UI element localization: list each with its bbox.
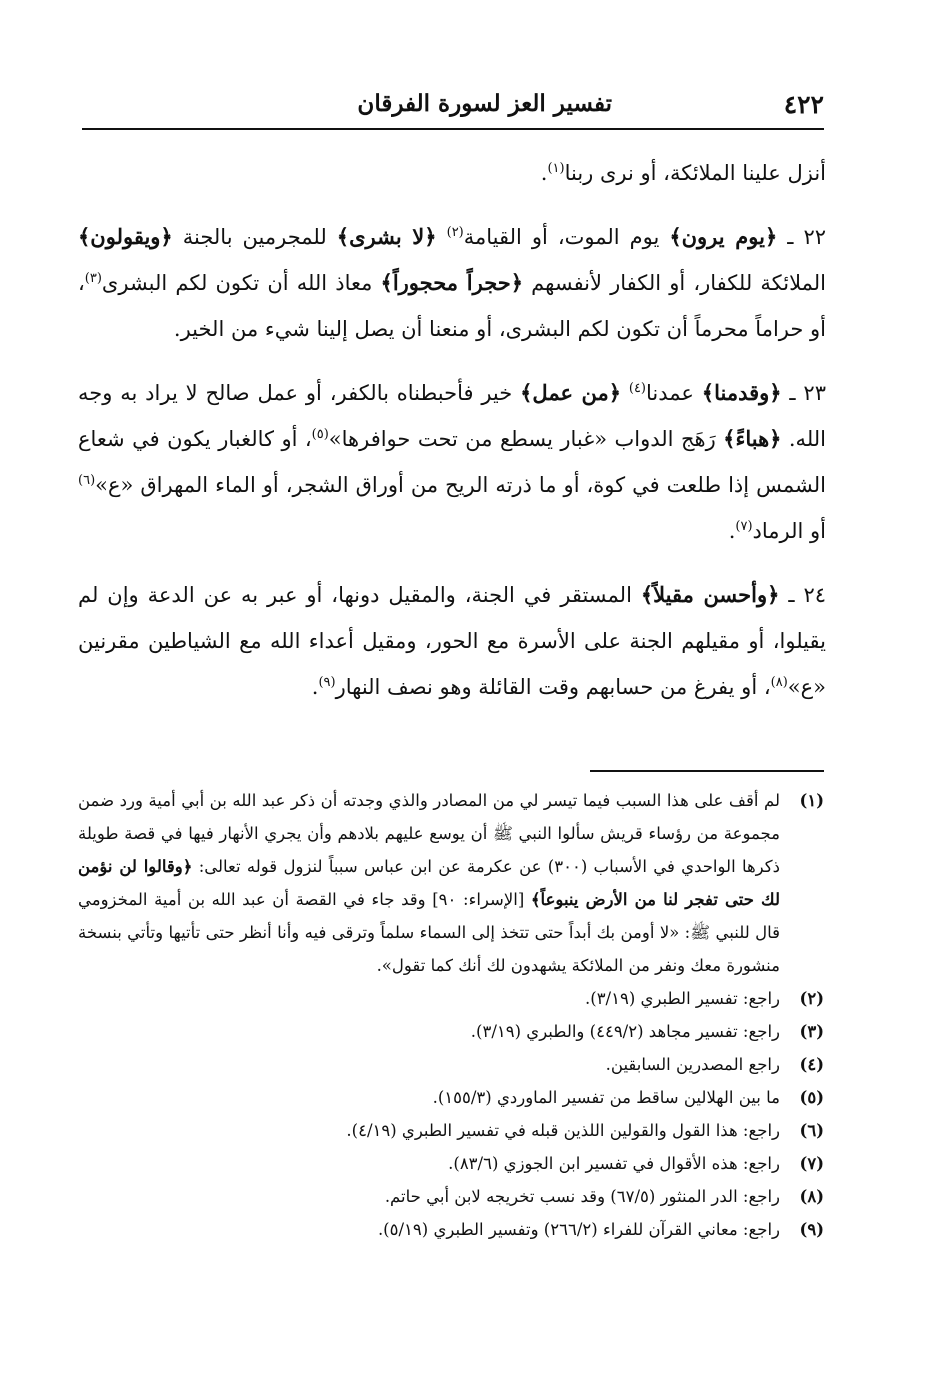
text-run: خير فأحبطناه بالكفر، أو عمل صالح لا يراد به وجه الله. bbox=[78, 381, 827, 451]
text-run: . bbox=[311, 675, 319, 699]
paragraph-verse-22 bbox=[78, 214, 826, 352]
footnote-text: راجع: تفسير الطبري (٣/١٩). bbox=[585, 989, 780, 1008]
footnote-text: [الإسراء: ٩٠] وقد جاء في القصة أن عبد الله بن أمية المخزومي قال للنبي ﷺ: «لا أومن بك أبداً حتى تتخذ إلى السماء سلماً وترقى فيه وأنا أنظر حتى تأتيها وتأتي بنسخة منشورة معك ونفر من الملائكة يشهدون لك أنك كما تقول». bbox=[78, 890, 780, 975]
footnote-number: (١) bbox=[799, 791, 824, 810]
text-run bbox=[621, 381, 629, 405]
quran-quote: ﴿حجراً محجوراً﴾ bbox=[380, 270, 524, 295]
footnote-item bbox=[78, 1114, 824, 1147]
quran-quote: ﴿وقالوا لن نؤمن لك حتى تفجر لنا من الأرض ينبوعاً﴾ bbox=[78, 857, 780, 909]
footnote-text: راجع: الدر المنثور (٦٧/٥) وقد نسب تخريجه لابن أبي حاتم. bbox=[384, 1187, 780, 1206]
footnote-ref[interactable]: (٨) bbox=[770, 675, 788, 690]
quran-quote: ﴿وأحسن مقيلاً﴾ bbox=[640, 582, 780, 607]
footnote-item bbox=[78, 1081, 824, 1114]
paragraph-verse-24 bbox=[78, 572, 826, 710]
page-number: ٤٢٢ bbox=[783, 90, 824, 119]
text-run: رَهَج الدواب «غبار يسطع من تحت حوافرها» bbox=[328, 427, 724, 451]
text-run: أو الرماد bbox=[752, 519, 826, 543]
footnote-item bbox=[78, 1213, 824, 1246]
paragraph-verse-23 bbox=[78, 370, 826, 554]
footnote-number: (٧) bbox=[799, 1154, 824, 1173]
footnote-text: راجع: تفسير مجاهد (٤٤٩/٢) والطبري (٣/١٩). bbox=[470, 1022, 780, 1041]
footnote-number: (٦) bbox=[799, 1121, 824, 1140]
footnote-ref[interactable]: (٧) bbox=[735, 519, 753, 534]
footnote-number: (٤) bbox=[799, 1055, 824, 1074]
text-run: للمجرمين بالجنة bbox=[172, 225, 337, 249]
quran-quote: ﴿ويقولون﴾ bbox=[78, 224, 173, 249]
text-run: ، أو حراماً محرماً أن تكون لكم البشرى، أو منعنا أن يصل إلينا شيء من الخير. bbox=[78, 271, 826, 341]
text-run: معاذ الله أن تكون لكم البشرى bbox=[101, 271, 381, 295]
footnote-number: (٢) bbox=[799, 989, 824, 1008]
text-run bbox=[437, 225, 447, 249]
footnote-ref[interactable]: (٦) bbox=[78, 473, 96, 488]
text-run: الملائكة للكفار، أو الكفار لأنفسهم bbox=[523, 271, 826, 295]
quran-quote: ﴿هباءً﴾ bbox=[723, 426, 782, 451]
text-run: عمدنا bbox=[646, 381, 702, 405]
footnote-item bbox=[78, 784, 824, 982]
footnote-item bbox=[78, 1015, 824, 1048]
footnote-item bbox=[78, 1180, 824, 1213]
footnote-text: راجع: هذه الأقوال في تفسير ابن الجوزي (٨٣/٦). bbox=[448, 1154, 780, 1173]
footnote-number: (٥) bbox=[799, 1088, 824, 1107]
footnote-text: ما بين الهلالين ساقط من تفسير الماوردي (١٥٥/٣). bbox=[432, 1088, 780, 1107]
header-rule bbox=[82, 128, 824, 130]
footnote-item bbox=[78, 1147, 824, 1180]
text-run: أنزل علينا الملائكة، أو نرى ربنا bbox=[564, 161, 826, 185]
main-text bbox=[78, 150, 826, 710]
footnote-ref[interactable]: (٢) bbox=[446, 225, 464, 240]
footnote-text: راجع المصدرين السابقين. bbox=[605, 1055, 780, 1074]
footnote-item bbox=[78, 982, 824, 1015]
page-header bbox=[82, 86, 824, 126]
verse-number: ٢٤ ـ bbox=[779, 583, 826, 607]
verse-number: ٢٢ ـ bbox=[777, 225, 826, 249]
footnote-separator bbox=[590, 770, 824, 772]
quran-quote: ﴿وقدمنا﴾ bbox=[701, 380, 782, 405]
footnote-item bbox=[78, 1048, 824, 1081]
footnote-ref[interactable]: (٤) bbox=[628, 381, 646, 396]
paragraph-intro bbox=[78, 150, 826, 196]
running-title: تفسير العز لسورة الفرقان bbox=[357, 90, 612, 117]
text-run: . bbox=[728, 519, 736, 543]
text-run: يوم الموت، أو القيامة bbox=[463, 225, 670, 249]
footnotes bbox=[78, 784, 824, 1246]
text-run: المستقر في الجنة، والمقيل دونها، أو عبر به عن الدعة وإن لم يقيلوا، أو مقيلهم الجنة على الأسرة مع الحور، ومقيل أعداء الله مع الشياطين مقرنين «ع» bbox=[78, 583, 826, 699]
footnote-text: لم أقف على هذا السبب فيما تيسر لي من المصادر والذي وجدته أن ذكر عبد الله بن أبي أمية ورد ضمن مجموعة من رؤساء قريش سألوا النبي ﷺ أن يوسع عليهم بلادهم وأن يجري الأنهار فيها في قصة طويلة ذكرها الواحدي في الأسباب (٣٠٠) عن عكرمة عن ابن عباس سبباً لنزول قوله تعالى: bbox=[78, 791, 780, 876]
footnote-number: (٨) bbox=[799, 1187, 824, 1206]
text-run: . bbox=[540, 161, 548, 185]
quran-quote: ﴿يوم يرون﴾ bbox=[669, 224, 778, 249]
quran-quote: ﴿من عمل﴾ bbox=[520, 380, 622, 405]
footnote-number: (٣) bbox=[799, 1022, 824, 1041]
footnote-number: (٩) bbox=[799, 1220, 824, 1239]
verse-number: ٢٣ ـ bbox=[781, 381, 826, 405]
footnote-text: راجع: هذا القول والقولين اللذين قبله في تفسير الطبري (٤/١٩). bbox=[346, 1121, 780, 1140]
footnote-text: راجع: معاني القرآن للفراء (٢٦٦/٢) وتفسير الطبري (٥/١٩). bbox=[377, 1220, 780, 1239]
quran-quote: ﴿لا بشرى﴾ bbox=[336, 224, 437, 249]
text-run: ، أو يفرغ من حسابهم وقت القائلة وهو نصف النهار bbox=[335, 675, 771, 699]
footnote-ref[interactable]: (١) bbox=[547, 161, 565, 176]
text-run: ، أو كالغبار يكون في شعاع الشمس إذا طلعت في كوة، أو ما ذرته الريح من أوراق الشجر، أو الماء المهراق «ع» bbox=[78, 427, 826, 497]
footnote-ref[interactable]: (٩) bbox=[318, 675, 336, 690]
footnote-ref[interactable]: (٣) bbox=[84, 271, 102, 286]
footnote-ref[interactable]: (٥) bbox=[311, 427, 329, 442]
